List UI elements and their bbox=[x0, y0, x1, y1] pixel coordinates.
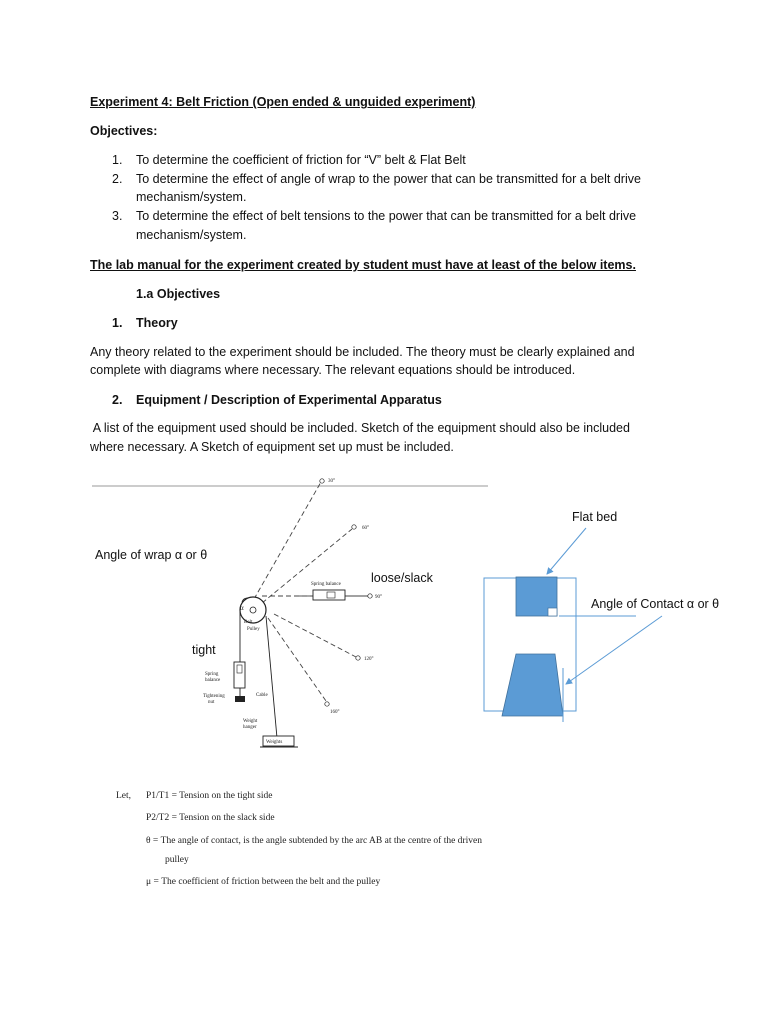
pulley-label: Pulley bbox=[247, 627, 260, 632]
weight-label: Weight bbox=[243, 719, 258, 724]
definition-theta-continuation: pulley bbox=[165, 855, 189, 865]
list-item: To determine the coefficient of friction for “V” belt & Flat Belt bbox=[136, 153, 466, 167]
spring-balance-top-label: Spring balance bbox=[311, 582, 341, 587]
objectives-heading: Objectives: bbox=[90, 124, 158, 138]
list-item: To determine the effect of belt tensions to the power that can be transmitted for a belt drive bbox=[136, 209, 637, 223]
manual-note: The lab manual for the experiment created by student must have at least of the below items. bbox=[90, 258, 636, 272]
equipment-heading: Equipment / Description of Experimental Apparatus bbox=[136, 393, 442, 407]
v-belt-shape bbox=[502, 654, 563, 716]
belt-friction-diagram bbox=[0, 470, 768, 780]
theory-number: 1. bbox=[112, 316, 123, 330]
angle-60-label: 60° bbox=[362, 526, 369, 531]
flat-bed-arrow bbox=[547, 528, 586, 574]
tight-label: tight bbox=[192, 643, 216, 657]
angle-90-label: 90° bbox=[375, 595, 382, 600]
theory-heading: Theory bbox=[136, 316, 178, 330]
balance-label: balance bbox=[205, 678, 221, 683]
angle-30-label: 30° bbox=[328, 479, 335, 484]
spring-label: Spring bbox=[205, 672, 219, 677]
hanger-label: hanger bbox=[243, 725, 257, 730]
cable bbox=[266, 616, 277, 738]
cable-label: Cable bbox=[256, 693, 268, 698]
alpha-label: α bbox=[240, 604, 244, 612]
angle-160-label: 160° bbox=[330, 710, 340, 715]
tightening-nut bbox=[235, 696, 245, 702]
equipment-text: A list of the equipment used should be included. Sketch of the equipment should also be included bbox=[90, 421, 630, 435]
definition-theta: θ = The angle of contact, is the angle subtended by the arc AB at the centre of the driven bbox=[146, 836, 482, 846]
angle-120-label: 120° bbox=[364, 657, 374, 662]
tightening-label: Tightening bbox=[203, 694, 225, 699]
contact-arrow bbox=[566, 616, 662, 684]
list-item-continuation: mechanism/system. bbox=[136, 228, 247, 242]
angle-of-contact-label: Angle of Contact α or θ bbox=[591, 597, 720, 611]
nut-label: nut bbox=[208, 700, 215, 705]
theory-text: Any theory related to the experiment should be included. The theory must be clearly explained and bbox=[90, 345, 635, 359]
theory-text: complete with diagrams where necessary. The relevant equations should be introduced. bbox=[90, 363, 576, 377]
loose-slack-label: loose/slack bbox=[371, 571, 433, 585]
let-label: Let, bbox=[116, 791, 132, 801]
equipment-text: where necessary. A Sketch of equipment set up must be included. bbox=[90, 440, 454, 454]
definition-p2: P2/T2 = Tension on the slack side bbox=[146, 813, 275, 823]
flat-bed-label: Flat bed bbox=[572, 510, 618, 524]
definition-mu: μ = The coefficient of friction between the belt and the pulley bbox=[146, 877, 381, 887]
angle-of-wrap-label: Angle of wrap α or θ bbox=[95, 548, 208, 562]
list-item-number: 3. bbox=[112, 209, 123, 223]
page-title: Experiment 4: Belt Friction (Open ended & unguided experiment) bbox=[90, 95, 476, 109]
belt-label: Belt bbox=[244, 620, 253, 625]
list-item-number: 1. bbox=[112, 153, 123, 167]
sub-objectives-heading: 1.a Objectives bbox=[136, 287, 221, 301]
list-item-continuation: mechanism/system. bbox=[136, 190, 247, 204]
definition-p1: P1/T1 = Tension on the tight side bbox=[146, 791, 273, 801]
weights-label: Weights bbox=[266, 740, 283, 745]
list-item-number: 2. bbox=[112, 172, 123, 186]
list-item: To determine the effect of angle of wrap to the power that can be transmitted for a belt drive bbox=[136, 172, 641, 186]
equipment-number: 2. bbox=[112, 393, 123, 407]
